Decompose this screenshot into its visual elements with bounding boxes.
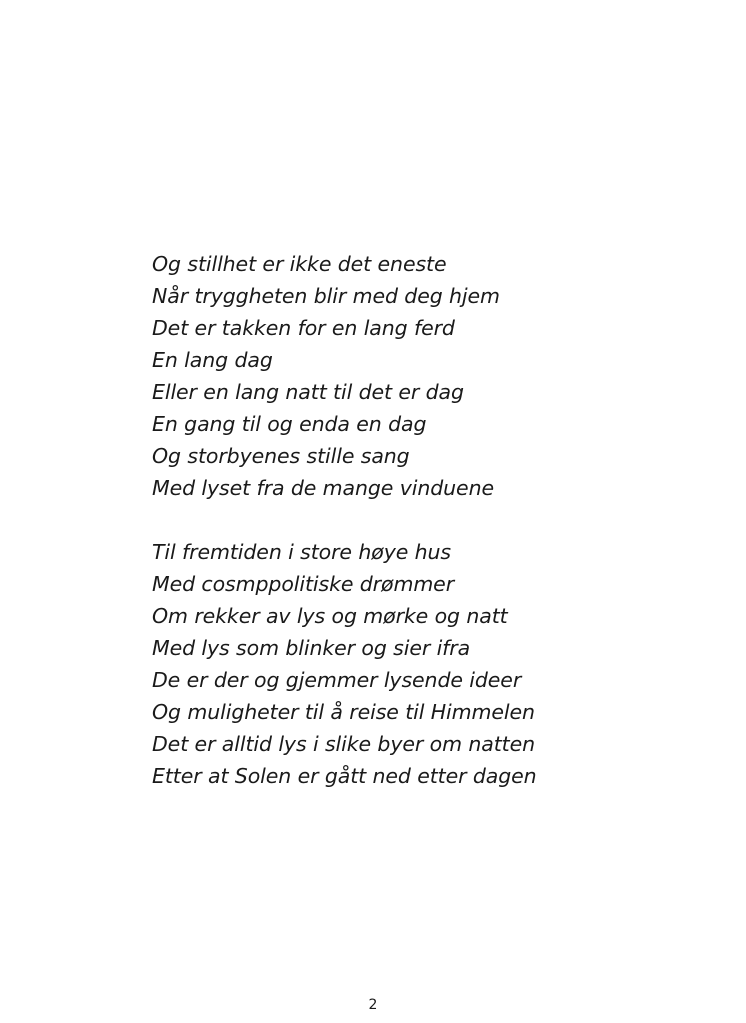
poem-line: De er der og gjemmer lysende ideer [152,668,522,692]
poem-line: Når tryggheten blir med deg hjem [152,284,500,308]
stanza-1 [152,248,712,504]
poem-line: Det er takken for en lang ferd [152,316,455,340]
poem-line: Om rekker av lys og mørke og natt [152,604,508,628]
poem-line: En lang dag [152,348,273,372]
poem-line: Med lys som blinker og sier ifra [152,636,471,660]
stanza-2 [152,536,712,792]
poem-line: Etter at Solen er gått ned etter dagen [152,764,537,788]
poem-line: Med lyset fra de mange vinduene [152,476,494,500]
poem [152,248,712,792]
poem-line: Og stillhet er ikke det eneste [152,252,447,276]
poem-line: Med cosmppolitiske drømmer [152,572,455,596]
poem-line: Til fremtiden i store høye hus [152,540,452,564]
poem-line: En gang til og enda en dag [152,412,427,436]
poem-line: Det er alltid lys i slike byer om natten [152,732,535,756]
poem-line: Og muligheter til å reise til Himmelen [152,700,535,724]
poem-line: Eller en lang natt til det er dag [152,380,464,404]
poem-line: Og storbyenes stille sang [152,444,410,468]
page-number: 2 [368,997,378,1013]
